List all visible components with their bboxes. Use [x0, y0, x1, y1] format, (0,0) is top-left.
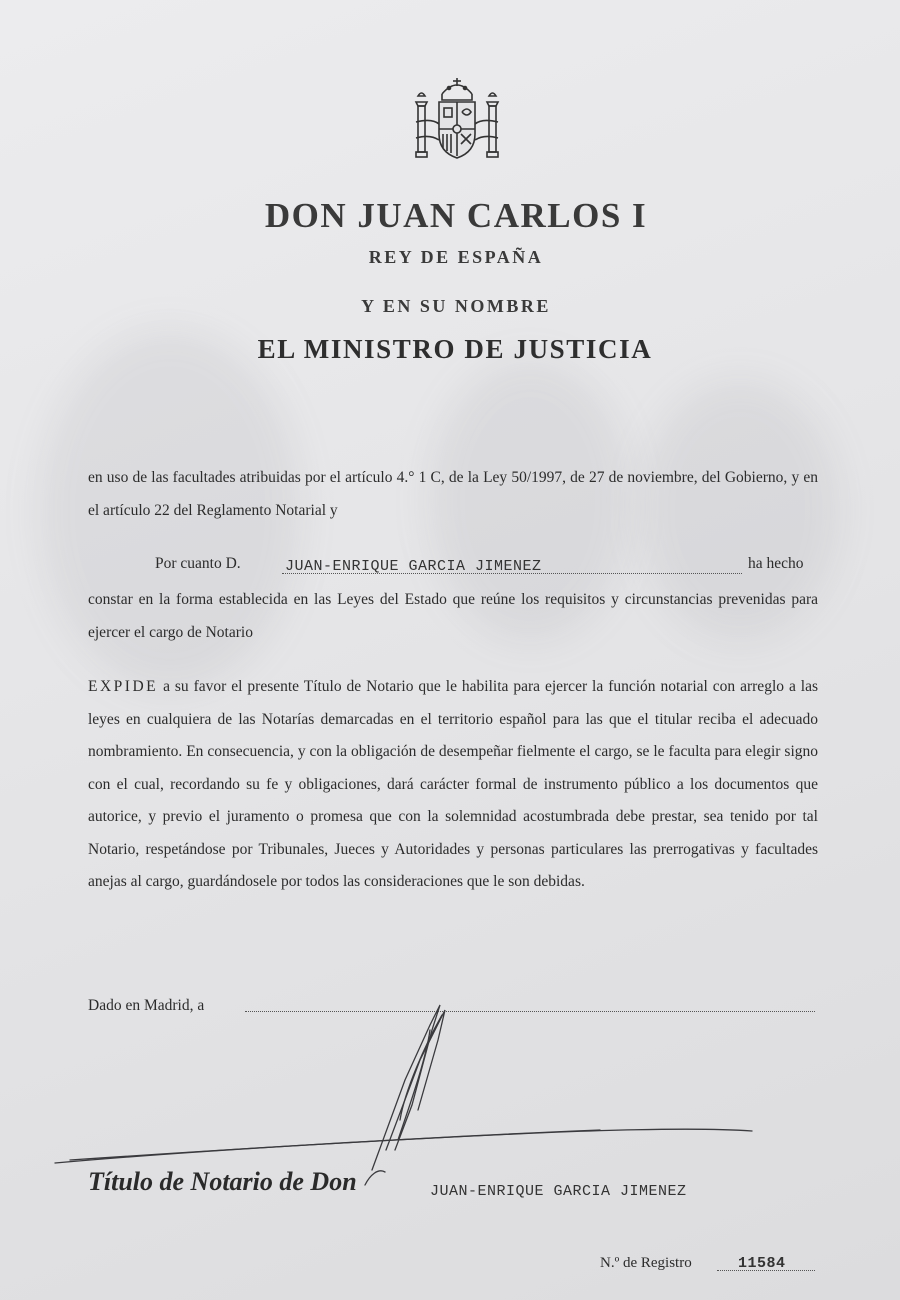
king-title: REY DE ESPAÑA [368, 247, 544, 267]
issuance-text: a su favor el presente Título de Notario que le habilita para ejercer la función notarial con arreglo a las leyes en cualquiera de las Notarías demarcadas en el territorio español para las que el titular reciba el adecuado nombramiento. En consecuencia, y con la obligación de desempeñar fielmente el cargo, se le faculta para elegir signo con el cual, recordando su fe y obligaciones, dará carácter formal de instrumento público a los documentos que autorice, y previo el juramento o promesa que con la solemnidad acostumbrada debe prestar, sea tenido por tal Notario, respetándose por Tribunales, Jueces y Autoridades y personas particulares las prerrogativas y facultades anejas al cargo, guardándosele por todos las consideraciones que le son debidas. [88, 678, 818, 890]
expide-keyword: EXPIDE [88, 678, 159, 695]
title-label: Título de Notario de Don [88, 1167, 357, 1196]
applicant-dotted-line [282, 573, 742, 574]
royal-coat-of-arms-icon [412, 72, 502, 167]
applicant-prefix: Por cuanto D. [155, 555, 241, 572]
minister-heading: EL MINISTRO DE JUSTICIA [257, 334, 653, 364]
legal-basis-paragraph: en uso de las facultades atribuidas por el artículo 4.° 1 C, de la Ley 50/1997, de 27 de noviembre, del Gobierno, y en el artículo 22 del Reglamento Notarial y [88, 469, 818, 519]
applicant-name: JUAN-ENRIQUE GARCIA JIMENEZ [285, 558, 542, 575]
registry-dotted-line [717, 1270, 815, 1271]
requirements-paragraph: constar en la forma establecida en las Leyes del Estado que reúne los requisitos y circunstancias prevenidas para ejercer el cargo de Notario [88, 591, 818, 641]
issuance-paragraph [88, 671, 818, 899]
registry-number: 11584 [738, 1255, 786, 1272]
holder-name: JUAN-ENRIQUE GARCIA JIMENEZ [430, 1183, 687, 1200]
given-in-label: Dado en Madrid, a [88, 997, 205, 1014]
registry-label: N.º de Registro [600, 1255, 692, 1271]
date-dotted-line [245, 1011, 815, 1012]
in-name-line: Y EN SU NOMBRE [361, 296, 551, 316]
applicant-line [155, 555, 241, 573]
applicant-suffix: ha hecho [748, 555, 804, 572]
monarch-heading: DON JUAN CARLOS I [264, 196, 648, 235]
